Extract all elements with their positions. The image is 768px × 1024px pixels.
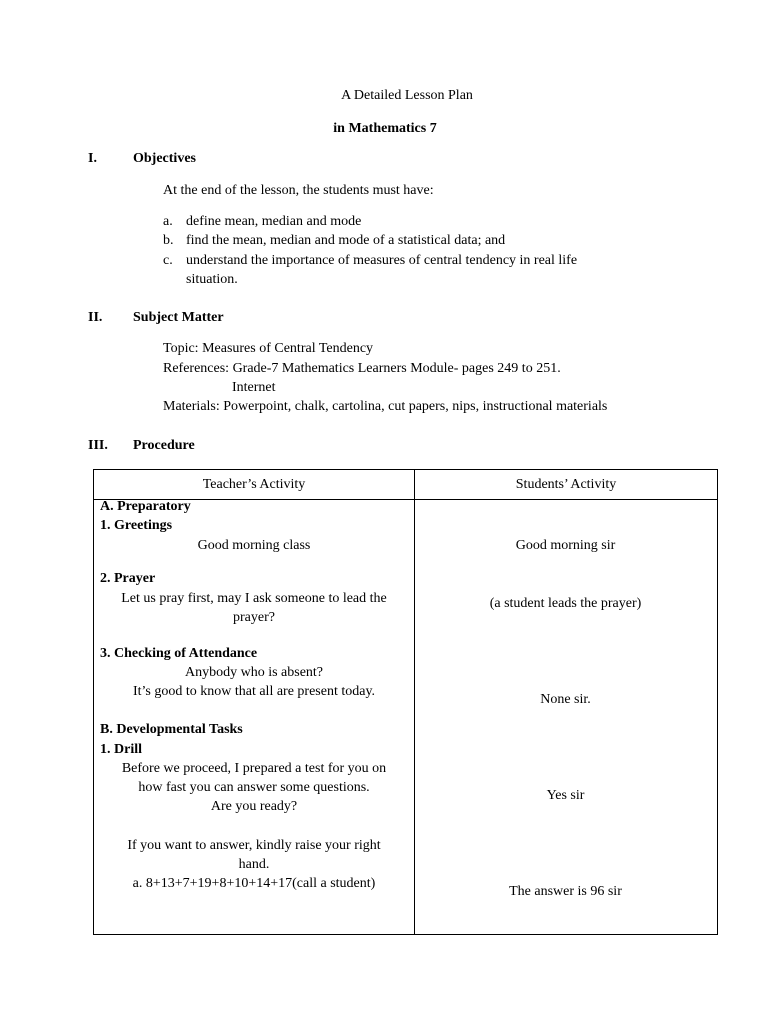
answer-text-line1: If you want to answer, kindly raise your right — [127, 838, 381, 853]
student-response-answer: The answer is 96 sir — [509, 884, 622, 899]
section-heading-subject: Subject Matter — [133, 310, 224, 325]
developmental-heading: B. Developmental Tasks — [100, 722, 243, 737]
attendance-text-line2: It’s good to know that all are present today. — [132, 684, 376, 699]
student-response-attendance: None sir. — [540, 692, 591, 707]
objective-text-b: find the mean, median and mode of a statistical data; and — [186, 233, 506, 248]
drill-text-line1: Before we proceed, I prepared a test for you on — [121, 761, 387, 776]
section-number-objectives: I. — [88, 151, 97, 166]
student-response-prayer: (a student leads the prayer) — [489, 596, 642, 611]
student-response-greeting: Good morning sir — [515, 538, 616, 553]
objective-text-c: understand the importance of measures of central tendency in real life — [186, 253, 578, 268]
objective-text-c-continued: situation. — [186, 272, 238, 287]
prayer-heading: 2. Prayer — [100, 571, 156, 586]
answer-text-line2: hand. — [238, 857, 270, 872]
answer-text-line3: a. 8+13+7+19+8+10+14+17(call a student) — [132, 876, 376, 891]
attendance-text-line1: Anybody who is absent? — [184, 665, 324, 680]
student-response-ready: Yes sir — [546, 788, 585, 803]
greetings-text: Good morning class — [197, 538, 311, 553]
table-header-row — [94, 470, 718, 500]
objective-marker-b: b. — [163, 233, 174, 248]
section-number-subject: II. — [88, 310, 103, 325]
prayer-text-line2: prayer? — [233, 610, 275, 625]
objective-text-a: define mean, median and mode — [186, 214, 362, 229]
header-teacher-activity: Teacher’s Activity — [94, 470, 415, 500]
objective-marker-a: a. — [163, 214, 173, 229]
section-heading-objectives: Objectives — [133, 151, 196, 166]
subject-references: References: Grade-7 Mathematics Learners Module- pages 249 to 251. — [163, 361, 561, 376]
drill-text-line2: how fast you can answer some questions. — [138, 780, 370, 795]
subject-topic: Topic: Measures of Central Tendency — [163, 341, 374, 356]
greetings-heading: 1. Greetings — [100, 518, 173, 533]
preparatory-heading-text: A. Preparatory — [100, 499, 191, 514]
drill-heading: 1. Drill — [100, 742, 142, 757]
header-students-activity: Students’ Activity — [415, 470, 718, 500]
section-heading-procedure: Procedure — [133, 438, 195, 453]
drill-text-line3: Are you ready? — [210, 799, 298, 814]
section-number-procedure: III. — [88, 438, 108, 453]
objective-marker-c: c. — [163, 253, 173, 268]
prayer-text-line1: Let us pray first, may I ask someone to lead the — [121, 591, 387, 606]
objectives-intro: At the end of the lesson, the students must have: — [163, 183, 434, 198]
students-activity-cell — [415, 500, 718, 935]
document-subtitle: in Mathematics 7 — [333, 121, 437, 136]
attendance-heading: 3. Checking of Attendance — [100, 646, 258, 661]
subject-materials: Materials: Powerpoint, chalk, cartolina, cut papers, nips, instructional materials — [163, 399, 608, 414]
subject-references-continued: Internet — [232, 380, 276, 395]
document-title: A Detailed Lesson Plan — [341, 88, 473, 103]
